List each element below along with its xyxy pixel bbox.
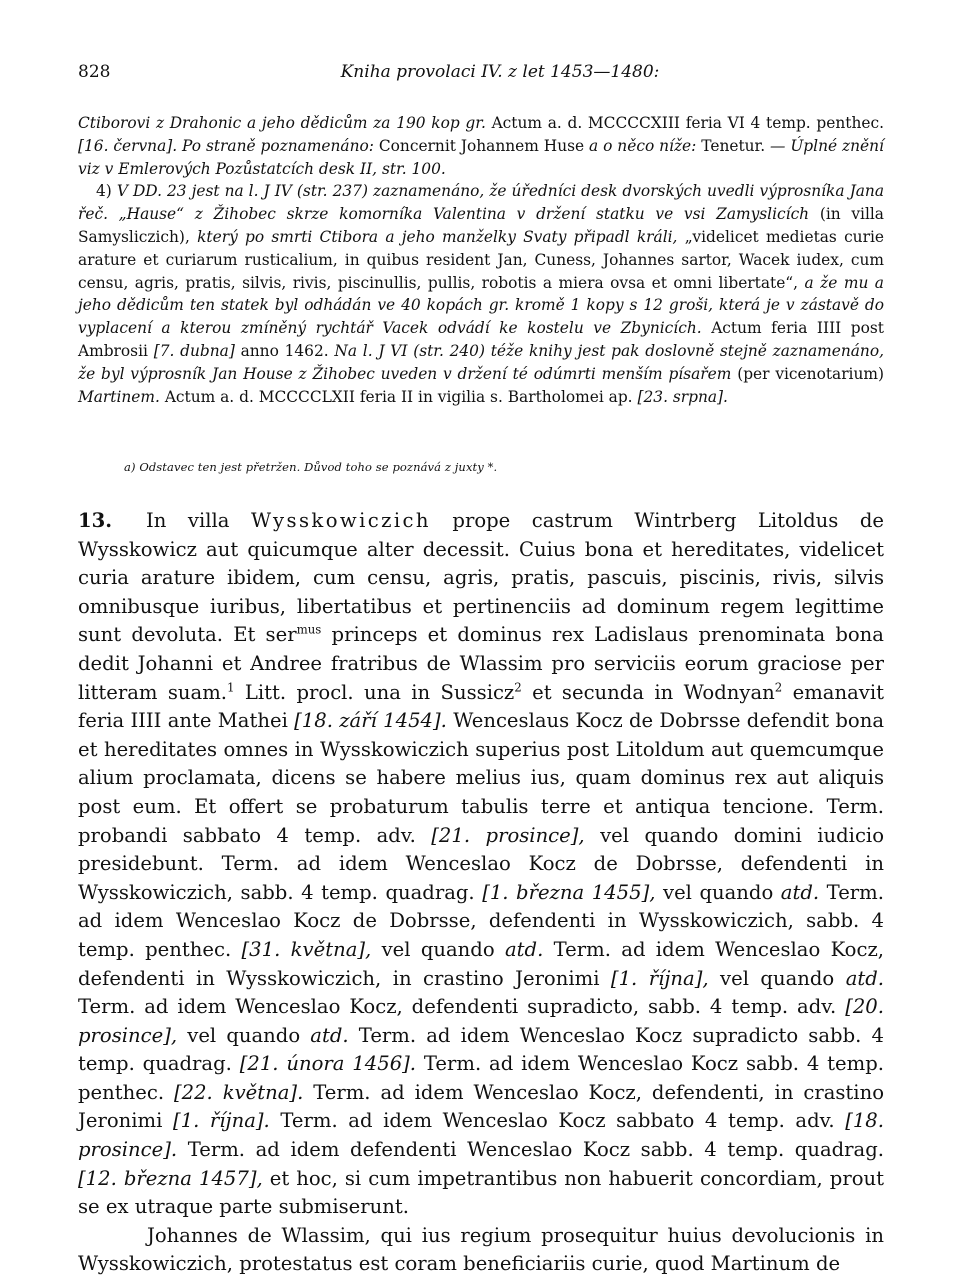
note-text: Martinem. (78, 387, 160, 406)
date-bracket: [18. září 1454]. (294, 709, 447, 733)
note-text: Concernit Johannem Huse (378, 136, 585, 155)
footnote-a (124, 460, 824, 474)
date-bracket: [12. března 1457], (78, 1166, 263, 1190)
date-bracket: [22. května]. (173, 1080, 304, 1104)
entry-paragraph (78, 507, 884, 1222)
date-bracket: [1. října]. (172, 1109, 270, 1133)
entry-text: vel quando (720, 966, 835, 990)
entry-text: et hoc, si cum impetrantibus non habuerit concordiam, prout se ex utraque parte submiserunt. (78, 1166, 884, 1219)
footnote-ref: 1 (227, 680, 235, 695)
entry-text: Term. ad idem defendenti Wenceslao Kocz sabb. 4 temp. quadrag. (187, 1138, 884, 1162)
entry-text: princeps et dominus rex Ladislaus prenominata bona dedit Johanni et Andree fratribus de Wlassim pro serviciis eorum graciose per litteram suam. (78, 623, 884, 704)
page-header (78, 58, 882, 88)
running-title: Kniha provolaci IV. z let 1453—1480: (340, 62, 660, 82)
entry-13 (78, 507, 884, 1279)
note-text: Actum a. d. MCCCCLXII feria II in vigilia s. Bartholomei ap. (164, 387, 633, 406)
date-bracket: [1. března 1455], (482, 880, 656, 904)
note-marker: 4) (96, 182, 112, 201)
footnote-marker: a) (124, 460, 136, 474)
entry-paragraph: Johannes de Wlassim, qui ius regium prosequitur huius devolucionis in Wysskowiczich, protestatus est coram beneficiariis curie, quod Martinum de (78, 1223, 884, 1276)
entry-text: Term. ad idem Wenceslao Kocz sabb. 4 temp. penthec. (78, 1052, 884, 1104)
note-date: [23. srpna]. (637, 387, 728, 406)
note-text: V DD. 23 jest na l. J IV (str. 237) zaznamenáno, že úředníci desk dvorských uvedli výprosníka Jana řeč. „Hause“ z Žihobec skrze komorníka Valentina v držení statku ve vsi Zamyslicích (78, 182, 884, 224)
page-number: 828 (78, 62, 111, 82)
note-text: a že mu a jeho dědicům ten statek byl odhádán ve 40 kopách gr. kromě 1 kopy s 12 groši, která je v zástavě do vyplacení a kterou zmíněný rychtář Vacek odvádí ke kostelu ve Zbynicích. (78, 273, 884, 338)
entry-text: Term. ad idem Wenceslao Kocz de Dobrsse, defendenti in Wysskowiczich, sabb. 4 temp. penthec. (78, 880, 884, 961)
note-text: (in villa Samysliczich), (78, 205, 884, 246)
note-date: [7. dubna] (153, 341, 235, 360)
abbrev: atd. (310, 1023, 349, 1047)
entry-number: 13. (78, 509, 113, 532)
note-text: Tenetur. (701, 136, 766, 155)
abbrev: atd. (504, 937, 544, 961)
abbrev: atd. (780, 880, 820, 904)
note-4 (78, 180, 884, 408)
entry-text: vel quando (187, 1023, 301, 1047)
entry-text: emanavit feria IIII ante Mathei (78, 680, 884, 733)
footnote-ref: 2 (514, 680, 522, 695)
note-text: Actum feria IIII post Ambrosii (78, 319, 884, 360)
entry-text: Wenceslaus Kocz de Dobrsse defendit bona et hereditates omnes in Wysskowiczich superius post Litoldum aut quemcumque alium proclamata, dicens se habere melius ius, quam dominus rex aut aliquis post eum. Et offert se probaturum tabulis terre et antiqua tencione. Term. probandi sabbato 4 temp. adv. (78, 709, 884, 847)
note-text: anno 1462. (240, 341, 329, 360)
note-text: Na l. J VI (str. 240) téže knihy jest pak doslovně stejně zaznamenáno, že byl výprosník Jan House z Žihobec uveden v držení té odúmrti menším písařem (78, 341, 884, 383)
date-bracket: [21. února 1456]. (239, 1052, 417, 1076)
entry-text: In villa (146, 509, 230, 532)
abbrev: atd. (845, 966, 885, 990)
notes-section (78, 112, 884, 408)
note-text: a o něco níže: (589, 136, 697, 155)
footnote-ref: 2 (774, 680, 783, 695)
date-bracket: [21. prosince], (431, 823, 585, 847)
date-bracket: [20. prosince], (78, 995, 884, 1047)
entry-text: Litt. procl. una in Sussicz (244, 680, 515, 704)
note-text: Actum a. d. MCCCCXIII feria VI 4 temp. penthec. (491, 114, 884, 132)
superscript: mus (296, 622, 322, 637)
entry-text: vel quando (381, 937, 495, 961)
note-text: Ctiborovi z Drahonic a jeho dědicům za 190 kop gr. (78, 114, 486, 132)
entry-text: Term. ad idem Wenceslao Kocz, defendenti, in crastino Jeronimi (78, 1080, 884, 1133)
note-continuation (78, 112, 884, 180)
entry-text: vel quando (663, 880, 774, 904)
date-bracket: [18. prosince]. (78, 1109, 884, 1162)
entry-text: et secunda in Wodnyan (532, 680, 775, 704)
entry-text: Term. ad idem Wenceslao Kocz supradicto sabb. 4 temp. quadrag. (78, 1023, 884, 1076)
entry-text: prope castrum Wintrberg Litoldus de Wysskowicz aut quicumque alter decessit. Cuius bona et hereditates, videlicet curia arature ibidem, cum censu, agris, pratis, pascuis, piscinis, rivis, silvis omnibusque iuribus, libertatibus et pertinenciis ad dominum regem legittime sunt devoluta. Et ser (78, 509, 884, 647)
note-text: „videlicet medietas curie arature et curiarum rusticalium, in quibus resident Jan, Cuness, Johannes sartor, Wacek iudex, cum censu, agris, pratis, silvis, rivis, piscinullis, pullis, robotis a miera ovsa et omni libertate“, (78, 227, 884, 292)
note-text: — Úplné znění viz v Emlerových Pozůstatcích desk II, str. 100. (78, 136, 884, 178)
note-text: [16. června]. Po straně poznamenáno: (78, 136, 374, 155)
entry-text: vel quando domini iudicio presidebunt. Term. ad idem Wenceslao Kocz de Dobrsse, defendenti in Wysskowiczich, sabb. 4 temp. quadrag. (78, 823, 884, 904)
note-text: který po smrti Ctibora a jeho manželky Svaty připadl králi, (197, 227, 678, 246)
note-text: (per vicenotarium) (737, 364, 884, 383)
date-bracket: [1. října], (610, 966, 709, 990)
entry-text: Term. ad idem Wenceslao Kocz sabbato 4 temp. adv. (280, 1109, 835, 1133)
place-name: Wysskowiczich (250, 509, 431, 532)
footnote-text: Odstavec ten jest přetržen. Důvod toho se poznává z juxty *. (139, 460, 498, 474)
entry-text: Term. ad idem Wenceslao Kocz, defendenti supradicto, sabb. 4 temp. adv. (78, 995, 837, 1019)
entry-text: Term. ad idem Wenceslao Kocz, defendenti in Wysskowiczich, in crastino Jeronimi (78, 937, 884, 990)
date-bracket: [31. května], (241, 937, 372, 961)
